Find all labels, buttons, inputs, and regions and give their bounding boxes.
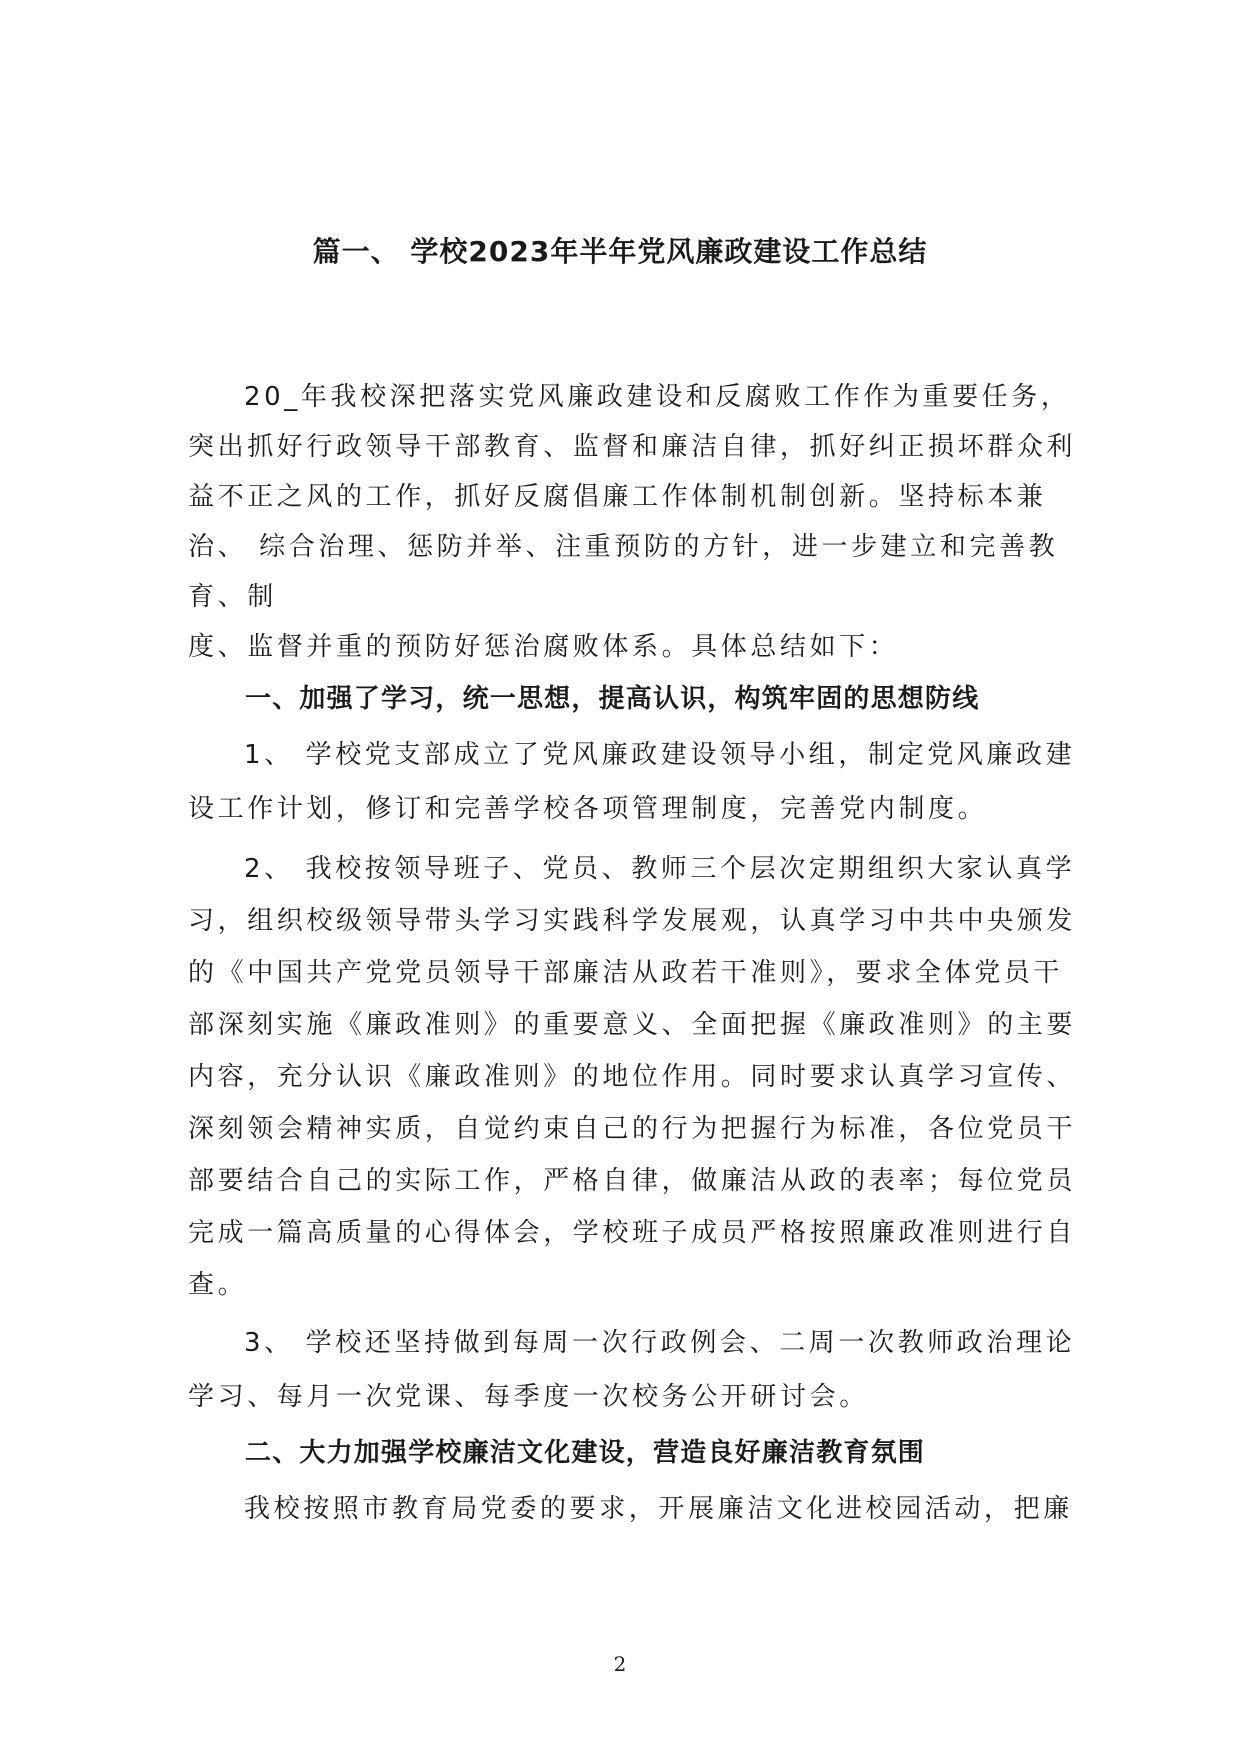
section-1-item-2-line-8: 完成一篇高质量的心得体会，学校班子成员严格按照廉政准则进行自	[188, 1218, 1077, 1248]
section-1-heading: 一、加强了学习，统一思想，提高认识，构筑牢固的思想防线	[245, 684, 980, 714]
section-2-heading: 二、大力加强学校廉洁文化建设，营造良好廉洁教育氛围	[245, 1438, 926, 1468]
document-title: 篇一、 学校2023年半年党风廉政建设工作总结	[312, 235, 928, 268]
section-1-item-2-line-1: 2、 我校按领导班子、党员、教师三个层次定期组织大家认真学	[244, 854, 1076, 884]
section-1-item-1-line-2: 设工作计划，修订和完善学校各项管理制度，完善党内制度。	[188, 794, 988, 824]
intro-line-5: 育、制	[188, 582, 277, 612]
section-1-item-3-line-1: 3、 学校还坚持做到每周一次行政例会、二周一次教师政治理论	[244, 1328, 1076, 1358]
section-1-item-2-line-2: 习，组织校级领导带头学习实践科学发展观，认真学习中共中央颁发	[188, 906, 1077, 936]
section-1-item-2-line-7: 部要结合自己的实际工作，严格自律，做廉洁从政的表率；每位党员	[188, 1166, 1077, 1196]
page-number: 2	[613, 1652, 627, 1676]
intro-line-6: 度、监督并重的预防好惩治腐败体系。具体总结如下：	[188, 632, 899, 662]
section-1-item-2-line-6: 深刻领会精神实质，自觉约束自己的行为把握行为标准，各位党员干	[188, 1114, 1077, 1144]
section-1-item-2-line-5: 内容，充分认识《廉政准则》的地位作用。同时要求认真学习宣传、	[188, 1062, 1077, 1092]
intro-line-3: 益不正之风的工作，抓好反腐倡廉工作体制机制创新。坚持标本兼	[188, 482, 1047, 512]
intro-line-2: 突出抓好行政领导干部教育、监督和廉洁自律，抓好纠正损坏群众利	[188, 432, 1077, 462]
intro-line-1: 20_年我校深把落实党风廉政建设和反腐败工作作为重要任务，	[244, 382, 1071, 412]
section-1-item-2-line-9: 查。	[188, 1270, 248, 1300]
intro-line-4: 治、 综合治理、惩防并举、注重预防的方针，进一步建立和完善教	[188, 532, 1059, 562]
section-1-item-2-line-3: 的《中国共产党党员领导干部廉洁从政若干准则》，要求全体党员干	[188, 958, 1064, 988]
section-1-item-2-line-4: 部深刻实施《廉政准则》的重要意义、全面把握《廉政准则》的主要	[188, 1010, 1077, 1040]
section-1-item-1-line-1: 1、 学校党支部成立了党风廉政建设领导小组，制定党风廉政建	[244, 740, 1076, 770]
section-1-item-3-line-2: 学习、每月一次党课、每季度一次校务公开研讨会。	[188, 1382, 869, 1412]
section-2-line-1: 我校按照市教育局党委的要求，开展廉洁文化进校园活动，把廉	[244, 1494, 1073, 1524]
